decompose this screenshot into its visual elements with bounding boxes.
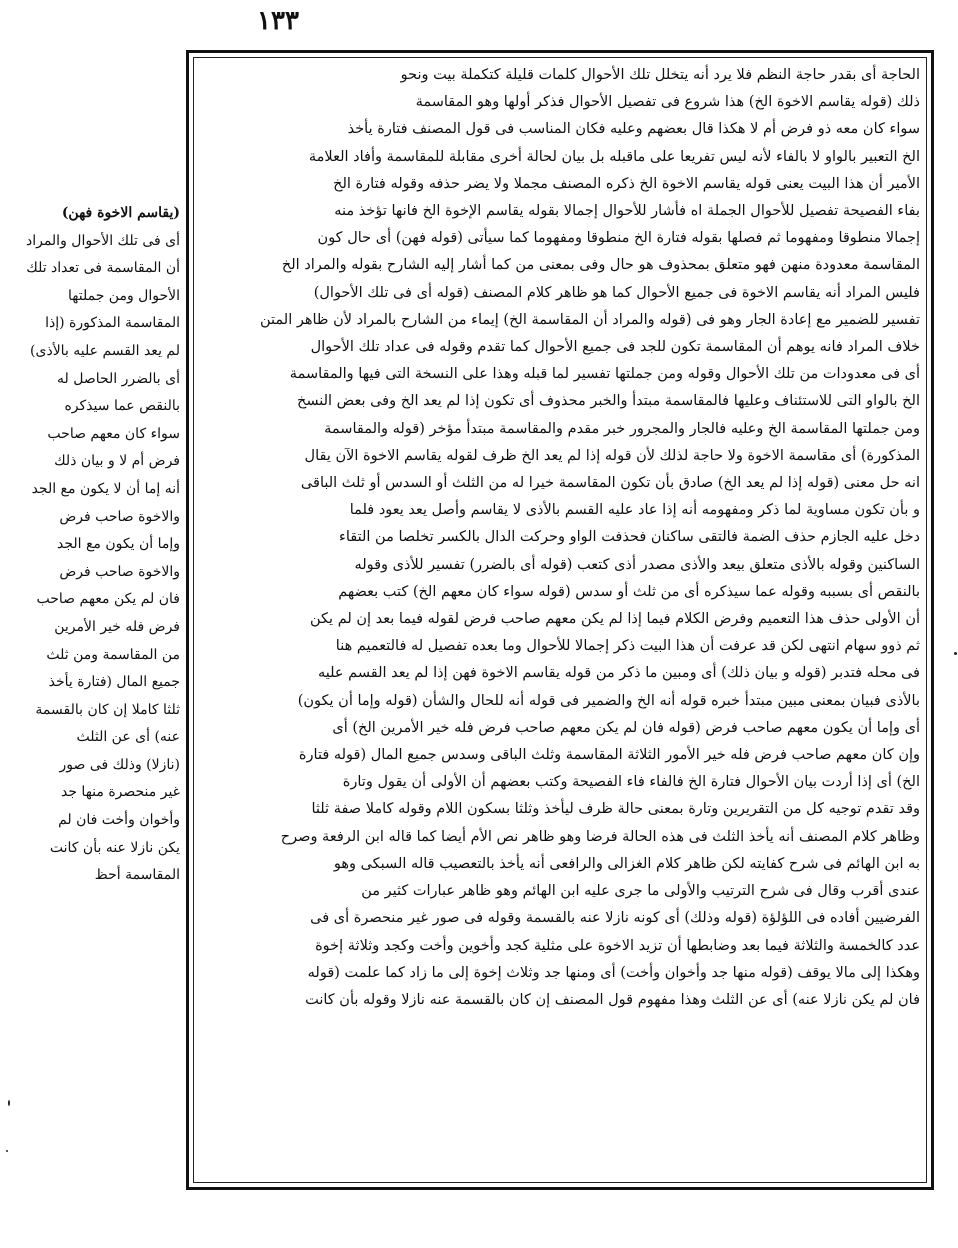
text-line: ثم ذوو سهام انتهى لكن قد عرفت أن هذا البيت ذكر إجمالا للأحوال وما بعده تفصيل له فالتعميم هنا [335,638,920,655]
text-line: وظاهر كلام المصنف أنه يأخذ الثلث فى هذه الحالة فرضا وهو ظاهر نص الأم أيضا كما قاله ابن الرفعة وصرح [280,828,920,845]
text-line: المذكورة) أى مقاسمة الاخوة ولا حاجة لذلك لأن قوله إذا لم يعد الخ ظرف لقوله يقاسم الاخوة الآن يقال [304,447,920,464]
text-line: دخل عليه الجازم حذف الضمة فالتقى ساكنان فحذفت الواو وحركت الدال بالكسر تخلصا من التقاء [339,529,920,546]
margin-line: غير منحصرة منها جد [60,784,180,801]
text-line: فليس المراد أنه يقاسم الاخوة فى جميع الأحوال كما هو ظاهر كلام المصنف (قوله أى فى تلك الأحوال) [313,284,920,301]
text-line: أن الأولى حذف هذا التعميم وفرض الكلام فيما إذا لم يكن معهم صاحب فرض لقوله فيما بعد إن لم يكن [310,611,920,628]
text-line: ومن جملتها المقاسمة الخ وعليه فالجار والمجرور خبر مقدم والمقاسمة مبتدأ مؤخر (قوله والمقاسمة [324,420,920,437]
margin-line: سواء كان معهم صاحب [47,425,180,442]
main-text [192,62,920,1014]
text-line: فى محله فتدبر (قوله و بيان ذلك) أى ومبين ما ذكر من قوله يقاسم الاخوة فهن إذا لم يعد القسم عليه [317,665,920,682]
text-line: عدد كالخمسة والثلاثة فيما بعد وضابطها أن تزيد الاخوة على مثلية كجد وأخوين وأخت وكجد وثلاثة إخوة [315,937,920,954]
text-line: فان لم يكن نازلا عنه) أى عن الثلث وهذا مفهوم قول المصنف إن كان بالقسمة عنه نازلا وقوله بأن كانت [305,991,920,1008]
scan-speck [8,1100,10,1106]
text-line: خلاف المراد فانه يوهم أن المقاسمة تكون للجد فى جميع الأحوال كما تقدم وقوله فى عداد تلك الأحوال [310,339,920,356]
text-line: الخ التعبير بالواو لا بالفاء لأنه ليس تفريعا على ماقبله بل بيان لحالة أخرى مقابلة للمقاسمة وأفاد العلامة [308,148,920,165]
text-line: الأمير أن هذا البيت يعنى قوله يقاسم الاخوة الخ ذكره المصنف مجملا ولا يضر حذفه وقوله فتارة الخ [333,175,920,192]
text-line: الحاجة أى بقدر حاجة النظم فلا يرد أنه يتخلل تلك الأحوال كلمات قليلة كتكملة بيت ونحو [400,67,920,83]
page-number: ١٣٣ [257,6,299,36]
margin-line: فان لم يكن معهم صاحب [36,591,180,608]
margin-line: من المقاسمة ومن ثلث [46,646,180,663]
text-line: و بأن تكون مساوية لما ذكر ومفهومه أنه إذا عاد عليه القسم بالأذى لا يقاسم وأصل يعد يعود فلما [349,502,920,519]
text-line: الخ بالواو التى للاستئناف وعليها فالمقاسمة مبتدأ والخبر محذوف أى تكون إذا لم يعد الخ وفى بعض النسخ [296,393,920,410]
text-line: بالأذى فبيان بمعنى مبين مبتدأ خبره قوله أنه الخ والضمير فى قوله أنه للحال والشأن (قوله وإما أن يكون) [297,692,920,709]
text-line: تفسير للضمير مع إعادة الجار وهو فى (قوله والمراد أن المقاسمة الخ) إيماء من الشارح بالمراد لأن ظاهر المتن [260,311,920,328]
margin-line: بالنقص عما سيذكره [64,398,180,415]
text-line: بفاء الفصيحة تفصيل للأحوال الجملة اه فأشار للأحوال إجمالا بقوله يقاسم الإخوة الخ فانها تؤخذ منه [334,203,920,220]
margin-line: وإما أن يكون مع الجد [56,536,180,553]
text-line: أى وإما أن يكون معهم صاحب فرض (قوله فان لم يكن معهم صاحب فرض فله خير الأمرين الخ) أى [332,719,920,736]
text-line: عندى أقرب وقال فى شرح الترتيب والأولى ما جرى عليه ابن الهائم وهو ظاهر عبارات كثير من [361,883,920,900]
text-line: انه حل معنى (قوله إذا لم يعد الخ) صادق بأن تكون المقاسمة خيرا له من الثلث أو السدس أو ثلث الباقى [300,475,920,492]
margin-line: (نازلا) وذلك فى صور [59,756,180,773]
margin-heading: (يقاسم الاخوة فهن) [61,205,180,221]
text-line: سواء كان معه ذو فرض أم لا هكذا قال بعضهم وعليه فكان المناسب فى قول المصنف فتارة يأخذ [347,121,920,138]
margin-line: والاخوة صاحب فرض [59,563,180,580]
text-line: الساكنين وقوله بالأذى متعلق بيعد والأذى مصدر أذى كتعب (قوله أى بالضرر) تفسير للأذى وقوله [354,556,920,573]
text-line: وقد تقدم توجيه كل من التقريرين وتارة بمعنى حالة ظرف ليأخذ وثلثا بسكون اللام وقوله كاملا صفة ثلثا [311,801,920,818]
text-line: الفرضيين أفاده فى اللؤلؤة (قوله وذلك) أى كونه نازلا عنه بالقسمة وقوله فى صور غير منحصرة أى فى [310,910,920,927]
margin-line: أى بالضرر الحاصل له [57,370,180,387]
text-line: أى فى معدودات من تلك الأحوال وقوله ومن جملتها تفسير لما قبله وهذا على النسخة التى فيها والمقاسمة [289,366,920,383]
text-line: به ابن الهائم فى شرح كفايته لكن ظاهر كلام الغزالى والرافعى أنه يأخذ بالتعصيب قاله السبكى وهو [333,855,920,872]
margin-line: والاخوة صاحب فرض [59,508,180,525]
text-line: بالنقص أى بسببه وقوله عما سيذكره أى من ثلث أو سدس (قوله سواء كان معهم الخ) كتب بعضهم [338,583,920,600]
margin-line: يكن نازلا عنه بأن كانت [49,839,180,856]
margin-line: أن المقاسمة فى تعداد تلك [26,260,180,277]
margin-line: وأخوان وأخت فان لم [58,812,180,829]
scan-speck [6,1150,8,1152]
margin-line: جميع المال (فتارة يأخذ [48,674,180,691]
scan-speck [954,652,957,655]
margin-line: أنه إما أن لا يكون مع الجد [31,480,180,497]
margin-line: عنه) أى عن الثلث [76,729,180,746]
margin-line: فرض أم لا و بيان ذلك [54,453,180,470]
text-line: إجمالا منطوقا ومفهوما ثم فصلها بقوله فتارة الخ منطوقا ومفهوما كما سيأتى (قوله فهن) أى حال كون [317,230,920,247]
margin-line: ثلثا كاملا إن كان بالقسمة [35,701,180,718]
text-line: ذلك (قوله يقاسم الاخوة الخ) هذا شروع فى تفصيل الأحوال فذكر أولها وهو المقاسمة [415,94,920,111]
margin-line: الأحوال ومن جملتها [68,287,180,304]
margin-line: لم يعد القسم عليه بالأذى) [30,342,180,359]
text-line: وإن كان معهم صاحب فرض فله خير الأمور الثلاثة المقاسمة وثلث الباقى وسدس جميع المال (قوله فتارة [298,747,920,764]
margin-line: المقاسمة المذكورة (إذا [45,315,180,332]
margin-line: المقاسمة أحظ [94,867,180,884]
text-line: الخ) أى إذا أردت بيان الأحوال فتارة الخ فالفاء فاء الفصيحة وكتب بعضهم أن الأولى أن يقول وتارة [342,774,920,791]
text-line: وهكذا إلى مالا يوقف (قوله منها جد وأخوان وأخت) أى ومنها جد وثلاث إخوة إلى ما زاد كما علمت (قوله [307,964,920,981]
margin-text [4,200,180,890]
margin-line: فرض فله خير الأمرين [54,618,180,635]
margin-line: أى فى تلك الأحوال والمراد [25,232,180,249]
text-line: المقاسمة معدودة منهن فهو متعلق بمحذوف هو حال وفى بمعنى من كما أشار إليه الشارح بقوله والمراد الخ [281,257,920,274]
